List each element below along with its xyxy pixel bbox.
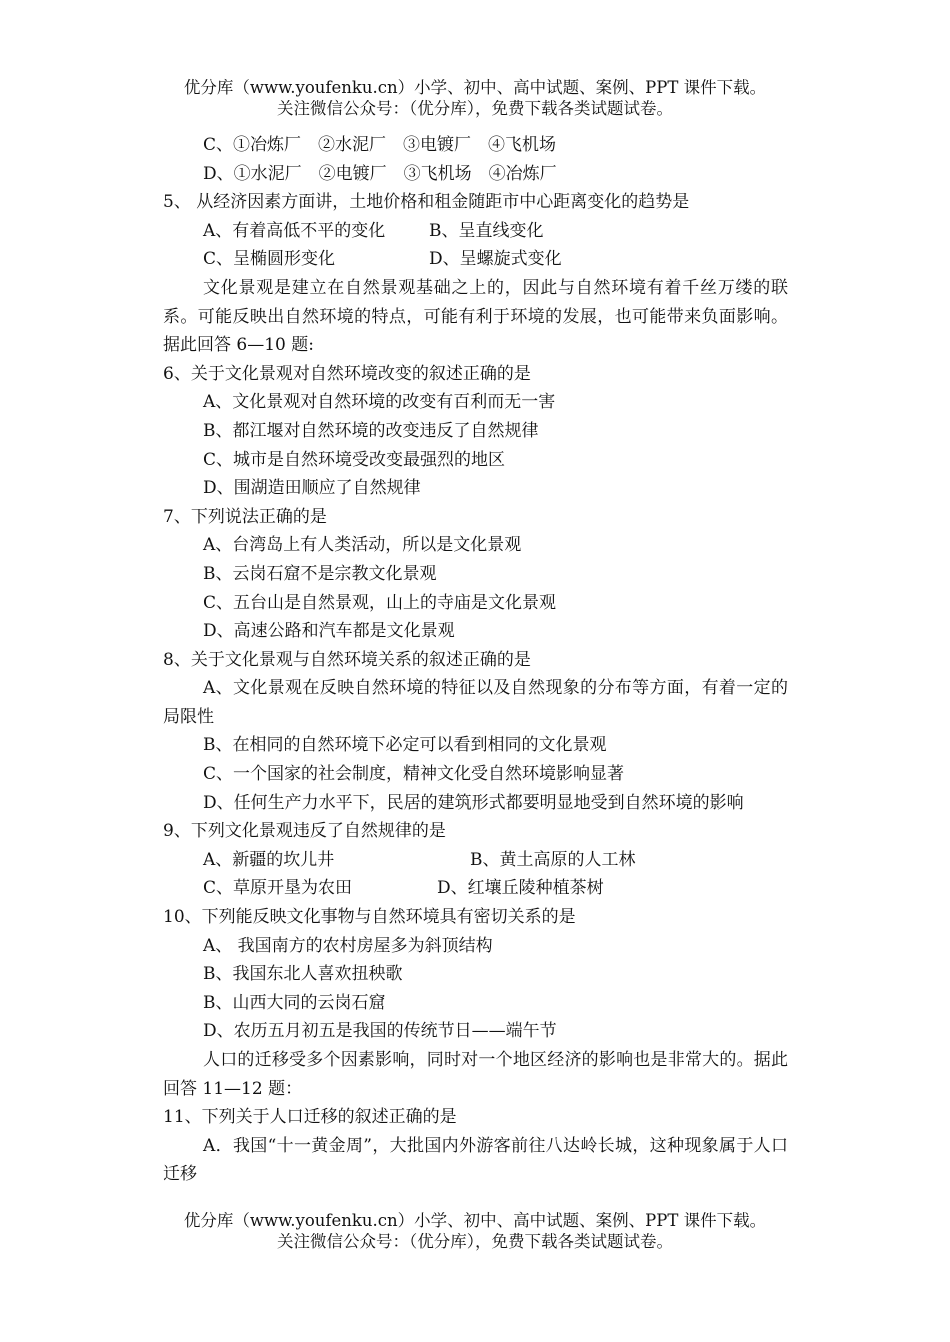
q5-options-ab [163, 217, 788, 246]
q8-option-c: C、一个国家的社会制度，精神文化受自然环境影响显著 [203, 764, 625, 785]
q10-option-c: B、山西大同的云岗石窟 [203, 992, 386, 1013]
q11-stem: 11、下列关于人口迁移的叙述正确的是 [163, 1107, 457, 1128]
q4-option-d: D、①水泥厂 ②电镀厂 ③飞机场 ④冶炼厂 [203, 163, 557, 184]
q7-stem: 7、下列说法正确的是 [163, 506, 327, 527]
q5-stem: 5、 从经济因素方面讲，土地价格和租金随距市中心距离变化的趋势是 [163, 192, 690, 213]
q9-option-a: A、新疆的坎儿井 [203, 849, 335, 870]
q6-stem: 6、关于文化景观对自然环境改变的叙述正确的是 [163, 363, 531, 384]
q10-option-d: D、农历五月初五是我国的传统节日——端午节 [203, 1021, 557, 1042]
q7-option-b: B、云岗石窟不是宗教文化景观 [203, 563, 437, 584]
q8-option-b: B、在相同的自然环境下必定可以看到相同的文化景观 [203, 735, 607, 756]
q7-option-d: D、高速公路和汽车都是文化景观 [203, 621, 455, 642]
q5-option-a: A、有着高低不平的变化 [203, 220, 386, 241]
intro-6-10: 文化景观是建立在自然景观基础之上的，因此与自然环境有着千丝万缕的联系。可能反映出自然环境的特点，可能有利于环境的发展，也可能带来负面影响。据此回答 6—10 题: [163, 277, 788, 356]
q4-option-c: C、①冶炼厂 ②水泥厂 ③电镀厂 ④飞机场 [203, 135, 557, 155]
q9-options-cd [163, 874, 788, 903]
page-footer [150, 1210, 800, 1252]
footer-line-1: 优分库（www.youfenku.cn）小学、初中、高中试题、案例、PPT 课件下载。 [183, 1211, 767, 1230]
page-header [150, 77, 800, 119]
q9-options-ab [163, 846, 788, 875]
exam-content [163, 131, 788, 1189]
q8-option-a: A、文化景观在反映自然环境的特征以及自然现象的分布等方面，有着一定的局限性 [163, 678, 788, 727]
q9-stem: 9、下列文化景观违反了自然规律的是 [163, 821, 446, 842]
q8-option-d: D、任何生产力水平下，民居的建筑形式都要明显地受到自然环境的影响 [203, 792, 744, 813]
q10-stem: 10、下列能反映文化事物与自然环境具有密切关系的是 [163, 907, 576, 928]
q5-option-d: D、呈螺旋式变化 [429, 249, 562, 270]
q10-option-a: A、 我国南方的农村房屋多为斜顶结构 [203, 935, 493, 956]
q5-options-cd [163, 245, 788, 274]
q10-option-b: B、我国东北人喜欢扭秧歌 [203, 964, 403, 985]
q6-option-d: D、围湖造田顺应了自然规律 [203, 478, 421, 499]
q5-option-b: B、呈直线变化 [429, 220, 544, 241]
header-line-1: 优分库（www.youfenku.cn）小学、初中、高中试题、案例、PPT 课件下载。 [183, 78, 767, 97]
footer-line-2: 关注微信公众号：（优分库），免费下载各类试题试卷。 [277, 1232, 673, 1251]
q8-stem: 8、关于文化景观与自然环境关系的叙述正确的是 [163, 649, 531, 670]
intro-11-12: 人口的迁移受多个因素影响，同时对一个地区经济的影响也是非常大的。据此回答 11—12 题： [163, 1050, 788, 1099]
q9-option-b: B、黄土高原的人工林 [470, 849, 636, 870]
q9-option-d: D、红壤丘陵种植茶树 [437, 878, 604, 899]
q6-option-a: A、文化景观对自然环境的改变有百利而无一害 [203, 392, 556, 413]
header-line-2: 关注微信公众号：（优分库），免费下载各类试题试卷。 [277, 99, 673, 118]
q9-option-c: C、草原开垦为农田 [203, 878, 353, 899]
q11-option-a: A．我国“十一黄金周”，大批国内外游客前往八达岭长城，这种现象属于人口迁移 [163, 1135, 788, 1185]
q6-option-b: B、都江堰对自然环境的改变违反了自然规律 [203, 420, 539, 441]
q5-option-c: C、呈椭圆形变化 [203, 249, 336, 270]
q7-option-a: A、台湾岛上有人类活动，所以是文化景观 [203, 535, 522, 556]
q6-option-c: C、城市是自然环境受改变最强烈的地区 [203, 449, 506, 470]
q7-option-c: C、五台山是自然景观，山上的寺庙是文化景观 [203, 592, 557, 613]
